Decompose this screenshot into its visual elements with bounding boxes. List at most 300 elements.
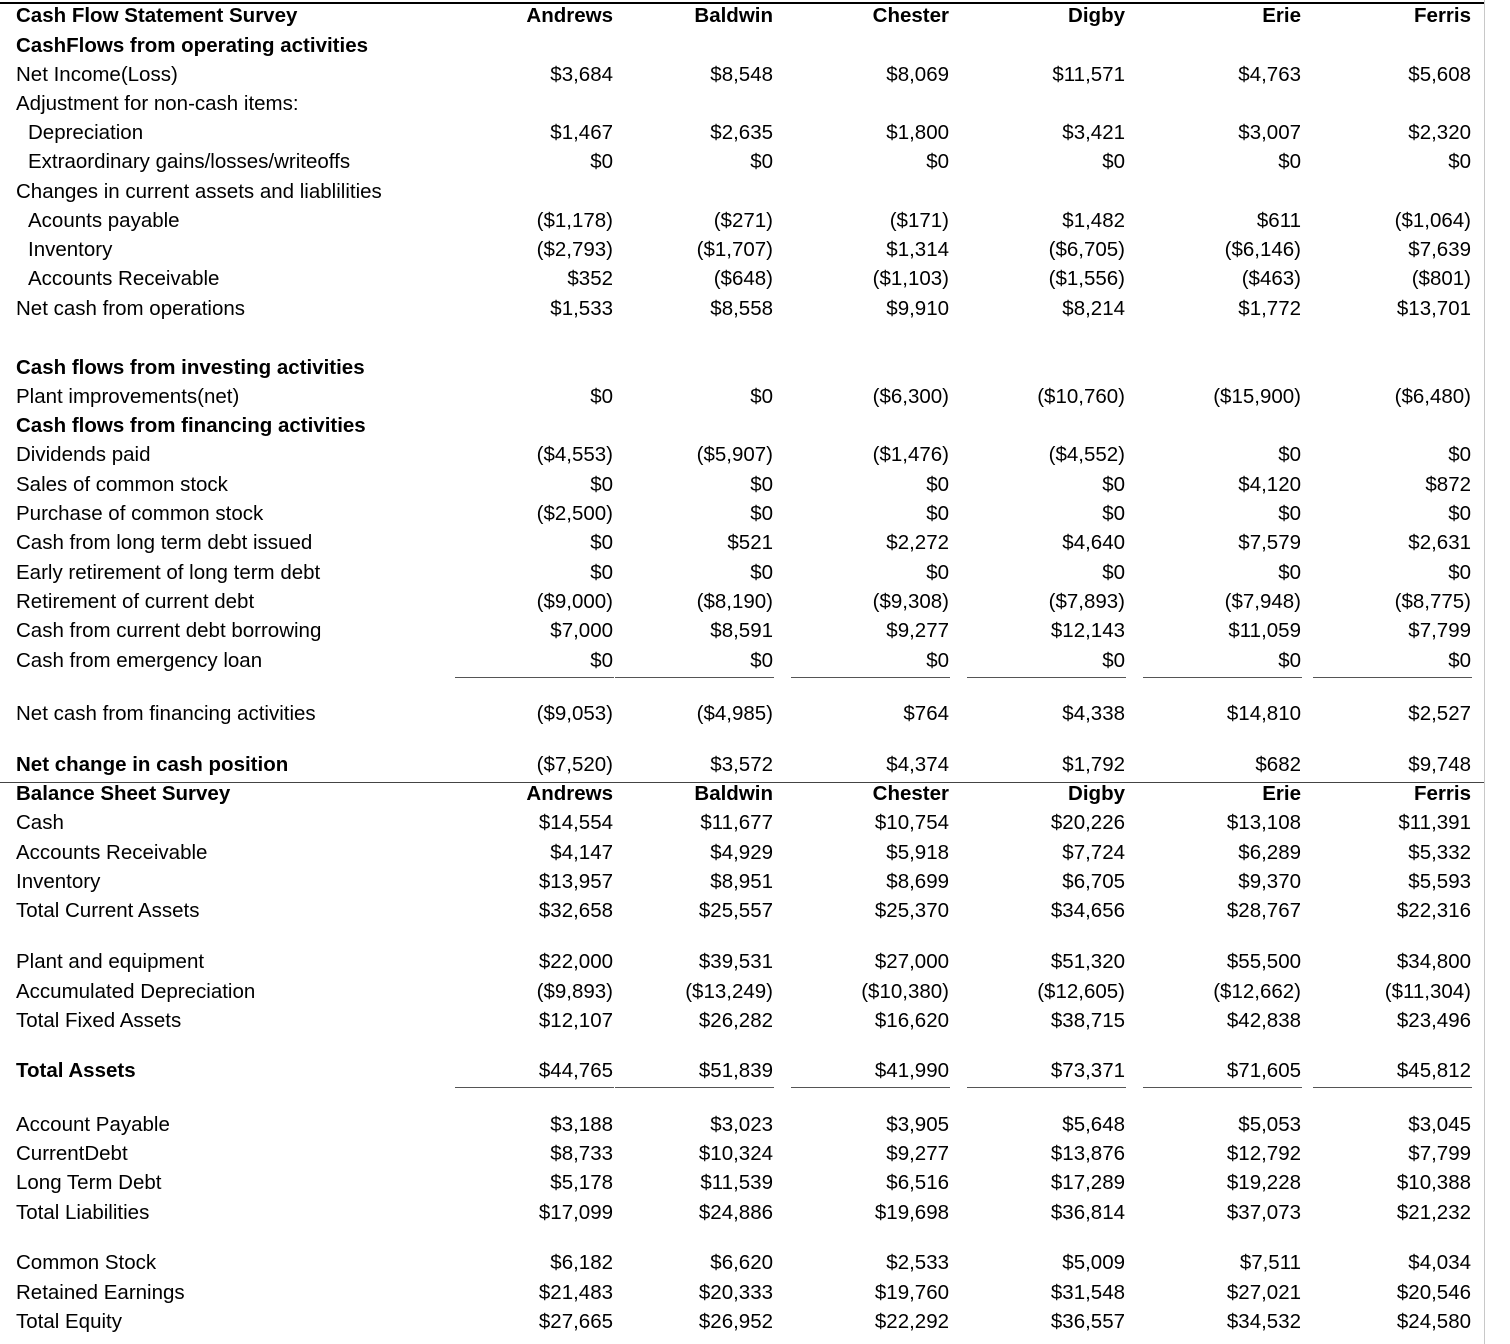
row-label: Plant improvements(net) <box>16 385 240 408</box>
inventory-change-row <box>0 235 1510 264</box>
value-cell-andrews: $8,733 <box>550 1142 613 1165</box>
row-label: Cash <box>16 811 64 834</box>
value-cell-ferris: $9,748 <box>1408 753 1471 776</box>
row-label: Net Income(Loss) <box>16 63 178 86</box>
value-cell-ferris: $4,034 <box>1408 1251 1471 1274</box>
row-label: Dividends paid <box>16 443 151 466</box>
value-cell-erie: $12,792 <box>1226 1142 1301 1165</box>
value-cell-ferris: $2,631 <box>1408 531 1471 554</box>
value-cell-erie: $55,500 <box>1226 950 1301 973</box>
value-cell-chester: $9,277 <box>886 619 949 642</box>
value-cell-ferris: $20,546 <box>1396 1281 1471 1304</box>
value-cell-digby: ($12,605) <box>1037 980 1125 1003</box>
row-label: Cash flows from financing activities <box>16 414 366 437</box>
value-cell-chester: $3,905 <box>886 1113 949 1136</box>
operating-header <box>0 31 1510 60</box>
value-cell-baldwin: ($1,707) <box>696 238 773 261</box>
value-cell-andrews: $3,684 <box>550 63 613 86</box>
value-cell-chester: $22,292 <box>874 1310 949 1333</box>
receivable-change-row <box>0 264 1510 293</box>
value-cell-erie: $611 <box>1256 209 1301 232</box>
accumulated-depreciation-row <box>0 977 1510 1006</box>
value-cell-baldwin: ($271) <box>713 209 773 232</box>
value-cell-ferris: $10,388 <box>1396 1171 1471 1194</box>
value-cell-digby: $38,715 <box>1050 1009 1125 1032</box>
column-header-ferris: Ferris <box>1414 4 1471 27</box>
current-debt-row <box>0 1139 1510 1168</box>
row-label: Total Assets <box>16 1059 136 1082</box>
value-cell-baldwin: $4,929 <box>710 841 773 864</box>
value-cell-baldwin: ($8,190) <box>696 590 773 613</box>
value-cell-erie: $4,120 <box>1238 473 1301 496</box>
value-cell-digby: ($6,705) <box>1048 238 1125 261</box>
lt-debt-issued-row <box>0 528 1510 557</box>
value-cell-chester: $0 <box>926 473 949 496</box>
plant-equipment-row <box>0 947 1510 976</box>
retained-earnings-row <box>0 1278 1510 1307</box>
value-cell-erie: $7,579 <box>1238 531 1301 554</box>
value-cell-erie: $14,810 <box>1226 702 1301 725</box>
value-cell-erie: $5,053 <box>1238 1113 1301 1136</box>
value-cell-baldwin: $20,333 <box>698 1281 773 1304</box>
value-cell-digby: ($4,552) <box>1048 443 1125 466</box>
row-label: Cash from long term debt issued <box>16 531 313 554</box>
net-income-row <box>0 60 1510 89</box>
value-cell-ferris: ($11,304) <box>1384 980 1471 1003</box>
value-cell-chester: ($1,476) <box>872 443 949 466</box>
value-cell-andrews: $5,178 <box>550 1171 613 1194</box>
row-label: CurrentDebt <box>16 1142 128 1165</box>
value-cell-andrews: ($2,500) <box>536 502 613 525</box>
value-cell-baldwin: $26,282 <box>698 1009 773 1032</box>
value-cell-erie: ($6,146) <box>1224 238 1301 261</box>
value-cell-digby: $17,289 <box>1050 1171 1125 1194</box>
dividends-row <box>0 440 1510 469</box>
value-cell-chester: $0 <box>926 150 949 173</box>
value-cell-digby: ($7,893) <box>1048 590 1125 613</box>
total-underline <box>791 677 950 678</box>
value-cell-andrews: $3,188 <box>550 1113 613 1136</box>
value-cell-digby: $1,792 <box>1062 753 1125 776</box>
total-underline <box>455 677 614 678</box>
value-cell-chester: $4,374 <box>886 753 949 776</box>
value-cell-andrews: $352 <box>567 267 613 290</box>
sales-stock-row <box>0 470 1510 499</box>
row-label: Inventory <box>16 870 101 893</box>
total-underline <box>1313 677 1472 678</box>
row-label: Plant and equipment <box>16 950 205 973</box>
value-cell-chester: $0 <box>926 649 949 672</box>
plant-improvements-row <box>0 382 1510 411</box>
value-cell-baldwin: $8,558 <box>710 297 773 320</box>
row-label: Total Fixed Assets <box>16 1009 182 1032</box>
retire-current-debt-row <box>0 587 1510 616</box>
value-cell-ferris: $3,045 <box>1408 1113 1471 1136</box>
value-cell-digby: $8,214 <box>1062 297 1125 320</box>
total-underline <box>967 677 1126 678</box>
purchase-stock-row <box>0 499 1510 528</box>
column-header-baldwin: Baldwin <box>694 4 773 27</box>
row-label: CashFlows from operating activities <box>16 34 368 57</box>
value-cell-erie: $34,532 <box>1226 1310 1301 1333</box>
value-cell-digby: $4,338 <box>1062 702 1125 725</box>
value-cell-erie: $42,838 <box>1226 1009 1301 1032</box>
value-cell-ferris: $5,593 <box>1408 870 1471 893</box>
extraordinary-row <box>0 147 1510 176</box>
value-cell-erie: $0 <box>1278 561 1301 584</box>
value-cell-chester: ($1,103) <box>872 267 949 290</box>
value-cell-baldwin: $25,557 <box>698 899 773 922</box>
row-label: Purchase of common stock <box>16 502 264 525</box>
row-label: Early retirement of long term debt <box>16 561 321 584</box>
value-cell-ferris: $2,527 <box>1408 702 1471 725</box>
value-cell-chester: $2,533 <box>886 1251 949 1274</box>
column-header-erie: Erie <box>1262 782 1301 805</box>
row-label: Depreciation <box>28 121 144 144</box>
value-cell-baldwin: $0 <box>750 385 773 408</box>
value-cell-chester: ($9,308) <box>872 590 949 613</box>
column-header-erie: Erie <box>1262 4 1301 27</box>
value-cell-baldwin: $2,635 <box>710 121 773 144</box>
balance-sheet-title <box>0 779 1510 808</box>
value-cell-chester: $5,918 <box>886 841 949 864</box>
value-cell-digby: $20,226 <box>1050 811 1125 834</box>
row-label: Long Term Debt <box>16 1171 162 1194</box>
value-cell-ferris: $5,608 <box>1408 63 1471 86</box>
value-cell-digby: $5,648 <box>1062 1113 1125 1136</box>
value-cell-ferris: ($8,775) <box>1394 590 1471 613</box>
value-cell-chester: ($171) <box>889 209 949 232</box>
row-label: Accumulated Depreciation <box>16 980 256 1003</box>
depreciation-row <box>0 118 1510 147</box>
value-cell-baldwin: $8,548 <box>710 63 773 86</box>
row-label: Retained Earnings <box>16 1281 185 1304</box>
value-cell-baldwin: $6,620 <box>710 1251 773 1274</box>
value-cell-digby: $0 <box>1102 150 1125 173</box>
value-cell-chester: $6,516 <box>886 1171 949 1194</box>
column-header-baldwin: Baldwin <box>694 782 773 805</box>
value-cell-baldwin: $521 <box>727 531 773 554</box>
value-cell-erie: $4,763 <box>1238 63 1301 86</box>
value-cell-digby: ($1,556) <box>1048 267 1125 290</box>
total-underline <box>1143 677 1302 678</box>
value-cell-baldwin: $8,591 <box>710 619 773 642</box>
row-label: Account Payable <box>16 1113 170 1136</box>
value-cell-erie: ($463) <box>1241 267 1301 290</box>
value-cell-digby: $34,656 <box>1050 899 1125 922</box>
value-cell-digby: $3,421 <box>1062 121 1125 144</box>
column-header-digby: Digby <box>1068 4 1125 27</box>
value-cell-andrews: $27,665 <box>538 1310 613 1333</box>
value-cell-andrews: ($9,893) <box>536 980 613 1003</box>
value-cell-chester: $27,000 <box>874 950 949 973</box>
value-cell-erie: $19,228 <box>1226 1171 1301 1194</box>
value-cell-digby: $7,724 <box>1062 841 1125 864</box>
row-label: Net cash from financing activities <box>16 702 316 725</box>
value-cell-digby: $0 <box>1102 473 1125 496</box>
value-cell-andrews: $21,483 <box>538 1281 613 1304</box>
value-cell-ferris: ($801) <box>1411 267 1471 290</box>
value-cell-andrews: $13,957 <box>538 870 613 893</box>
investing-header <box>0 353 1510 382</box>
value-cell-chester: $0 <box>926 502 949 525</box>
value-cell-andrews: $7,000 <box>550 619 613 642</box>
row-label: Net cash from operations <box>16 297 246 320</box>
value-cell-ferris: $872 <box>1425 473 1471 496</box>
value-cell-ferris: $0 <box>1448 649 1471 672</box>
value-cell-andrews: $0 <box>590 561 613 584</box>
account-payable-row <box>0 1110 1510 1139</box>
value-cell-erie: ($15,900) <box>1213 385 1301 408</box>
value-cell-chester: $2,272 <box>886 531 949 554</box>
total-fixed-assets-row <box>0 1006 1510 1035</box>
column-header-ferris: Ferris <box>1414 782 1471 805</box>
value-cell-andrews: $0 <box>590 531 613 554</box>
net-cash-operations-row <box>0 294 1510 323</box>
total-underline <box>1313 1087 1472 1088</box>
value-cell-digby: $1,482 <box>1062 209 1125 232</box>
value-cell-chester: $9,277 <box>886 1142 949 1165</box>
row-label: Cash from current debt borrowing <box>16 619 322 642</box>
value-cell-chester: $8,069 <box>886 63 949 86</box>
value-cell-ferris: $23,496 <box>1396 1009 1471 1032</box>
value-cell-chester: $19,760 <box>874 1281 949 1304</box>
row-label: Common Stock <box>16 1251 157 1274</box>
value-cell-chester: $1,314 <box>886 238 949 261</box>
value-cell-digby: $36,557 <box>1050 1310 1125 1333</box>
current-borrowing-row <box>0 616 1510 645</box>
value-cell-andrews: ($4,553) <box>536 443 613 466</box>
value-cell-baldwin: $3,023 <box>710 1113 773 1136</box>
value-cell-andrews: ($9,053) <box>536 702 613 725</box>
value-cell-erie: $1,772 <box>1238 297 1301 320</box>
value-cell-baldwin: ($648) <box>713 267 773 290</box>
value-cell-baldwin: ($4,985) <box>696 702 773 725</box>
value-cell-chester: $0 <box>926 561 949 584</box>
value-cell-digby: $31,548 <box>1050 1281 1125 1304</box>
column-header-chester: Chester <box>872 782 949 805</box>
value-cell-ferris: $0 <box>1448 502 1471 525</box>
value-cell-andrews: $4,147 <box>550 841 613 864</box>
value-cell-digby: ($10,760) <box>1037 385 1125 408</box>
value-cell-ferris: $2,320 <box>1408 121 1471 144</box>
row-label: Total Current Assets <box>16 899 200 922</box>
row-label: Cash flows from investing activities <box>16 356 365 379</box>
early-retirement-row <box>0 558 1510 587</box>
value-cell-erie: $27,021 <box>1226 1281 1301 1304</box>
value-cell-baldwin: $0 <box>750 649 773 672</box>
value-cell-erie: $0 <box>1278 649 1301 672</box>
value-cell-erie: $9,370 <box>1238 870 1301 893</box>
value-cell-digby: $0 <box>1102 561 1125 584</box>
value-cell-ferris: $24,580 <box>1396 1310 1471 1333</box>
value-cell-digby: $6,705 <box>1062 870 1125 893</box>
value-cell-baldwin: ($5,907) <box>696 443 773 466</box>
value-cell-chester: $41,990 <box>874 1059 949 1082</box>
value-cell-erie: $37,073 <box>1226 1201 1301 1224</box>
row-label: Total Liabilities <box>16 1201 150 1224</box>
net-financing-row <box>0 699 1510 728</box>
row-label: Accounts Receivable <box>28 267 220 290</box>
value-cell-chester: $1,800 <box>886 121 949 144</box>
financing-header <box>0 411 1510 440</box>
value-cell-erie: $0 <box>1278 150 1301 173</box>
total-underline <box>791 1087 950 1088</box>
value-cell-andrews: $44,765 <box>538 1059 613 1082</box>
value-cell-andrews: $0 <box>590 473 613 496</box>
value-cell-digby: $51,320 <box>1050 950 1125 973</box>
row-label: Retirement of current debt <box>16 590 255 613</box>
adjustment-label <box>0 89 1510 118</box>
value-cell-digby: $4,640 <box>1062 531 1125 554</box>
value-cell-ferris: $7,639 <box>1408 238 1471 261</box>
value-cell-andrews: ($2,793) <box>536 238 613 261</box>
total-equity-row <box>0 1307 1510 1336</box>
value-cell-digby: $11,571 <box>1052 63 1125 86</box>
column-header-andrews: Andrews <box>526 782 613 805</box>
value-cell-ferris: $0 <box>1448 561 1471 584</box>
value-cell-ferris: $45,812 <box>1396 1059 1471 1082</box>
value-cell-baldwin: $10,324 <box>698 1142 773 1165</box>
value-cell-andrews: $6,182 <box>550 1251 613 1274</box>
emergency-loan-row <box>0 646 1510 675</box>
row-label: Acounts payable <box>28 209 180 232</box>
row-label: Net change in cash position <box>16 753 289 776</box>
total-underline <box>1143 1087 1302 1088</box>
value-cell-andrews: $0 <box>590 649 613 672</box>
value-cell-digby: $13,876 <box>1050 1142 1125 1165</box>
long-term-debt-row <box>0 1168 1510 1197</box>
value-cell-digby: $0 <box>1102 502 1125 525</box>
value-cell-erie: $28,767 <box>1226 899 1301 922</box>
column-header-chester: Chester <box>872 4 949 27</box>
value-cell-erie: $3,007 <box>1238 121 1301 144</box>
value-cell-baldwin: $11,677 <box>700 811 773 834</box>
value-cell-erie: $6,289 <box>1238 841 1301 864</box>
net-change-row <box>0 750 1510 779</box>
column-header-digby: Digby <box>1068 782 1125 805</box>
value-cell-ferris: $22,316 <box>1396 899 1471 922</box>
value-cell-chester: $25,370 <box>874 899 949 922</box>
value-cell-digby: $73,371 <box>1050 1059 1125 1082</box>
value-cell-baldwin: $11,539 <box>700 1171 773 1194</box>
value-cell-digby: $36,814 <box>1050 1201 1125 1224</box>
total-underline <box>615 1087 774 1088</box>
row-label: Adjustment for non-cash items: <box>16 92 299 115</box>
value-cell-erie: $11,059 <box>1228 619 1301 642</box>
value-cell-ferris: $34,800 <box>1396 950 1471 973</box>
value-cell-digby: $0 <box>1102 649 1125 672</box>
value-cell-ferris: $0 <box>1448 443 1471 466</box>
row-label: Sales of common stock <box>16 473 228 496</box>
total-underline <box>967 1087 1126 1088</box>
value-cell-andrews: $22,000 <box>538 950 613 973</box>
value-cell-chester: $16,620 <box>874 1009 949 1032</box>
value-cell-erie: $682 <box>1255 753 1301 776</box>
bs-inventory-row <box>0 867 1510 896</box>
value-cell-erie: $0 <box>1278 443 1301 466</box>
value-cell-erie: $13,108 <box>1226 811 1301 834</box>
value-cell-baldwin: $3,572 <box>710 753 773 776</box>
row-label: Changes in current assets and liablilities <box>16 180 382 203</box>
value-cell-baldwin: $26,952 <box>698 1310 773 1333</box>
value-cell-digby: $12,143 <box>1050 619 1125 642</box>
cash-row <box>0 808 1510 837</box>
changes-label <box>0 177 1510 206</box>
value-cell-erie: $71,605 <box>1226 1059 1301 1082</box>
value-cell-andrews: $32,658 <box>538 899 613 922</box>
total-underline <box>455 1087 614 1088</box>
value-cell-digby: $5,009 <box>1062 1251 1125 1274</box>
total-assets-row <box>0 1056 1510 1085</box>
value-cell-erie: $0 <box>1278 502 1301 525</box>
value-cell-andrews: ($7,520) <box>536 753 613 776</box>
value-cell-ferris: ($1,064) <box>1394 209 1471 232</box>
value-cell-chester: $8,699 <box>886 870 949 893</box>
value-cell-erie: ($12,662) <box>1213 980 1301 1003</box>
value-cell-ferris: $7,799 <box>1408 619 1471 642</box>
value-cell-erie: $7,511 <box>1239 1251 1301 1274</box>
value-cell-baldwin: $0 <box>750 150 773 173</box>
value-cell-chester: $19,698 <box>874 1201 949 1224</box>
accounts-payable-row <box>0 206 1510 235</box>
value-cell-baldwin: ($13,249) <box>685 980 773 1003</box>
row-label: Accounts Receivable <box>16 841 208 864</box>
value-cell-andrews: $12,107 <box>538 1009 613 1032</box>
value-cell-andrews: $1,467 <box>550 121 613 144</box>
cash-flow-title <box>0 1 1510 30</box>
value-cell-ferris: $21,232 <box>1396 1201 1471 1224</box>
value-cell-ferris: $5,332 <box>1408 841 1471 864</box>
value-cell-andrews: $0 <box>590 385 613 408</box>
total-liabilities-row <box>0 1198 1510 1227</box>
row-label: Cash from emergency loan <box>16 649 263 672</box>
value-cell-baldwin: $0 <box>750 561 773 584</box>
value-cell-andrews: $14,554 <box>538 811 613 834</box>
value-cell-chester: $9,910 <box>886 297 949 320</box>
value-cell-baldwin: $0 <box>750 473 773 496</box>
value-cell-ferris: ($6,480) <box>1394 385 1471 408</box>
column-header-andrews: Andrews <box>526 4 613 27</box>
row-label: Total Equity <box>16 1310 122 1333</box>
row-label: Cash Flow Statement Survey <box>16 4 298 27</box>
value-cell-baldwin: $39,531 <box>698 950 773 973</box>
value-cell-andrews: $0 <box>590 150 613 173</box>
value-cell-ferris: $7,799 <box>1408 1142 1471 1165</box>
row-label: Extraordinary gains/losses/writeoffs <box>28 150 351 173</box>
value-cell-ferris: $13,701 <box>1396 297 1471 320</box>
row-label: Balance Sheet Survey <box>16 782 231 805</box>
total-current-assets-row <box>0 896 1510 925</box>
common-stock-row <box>0 1248 1510 1277</box>
value-cell-chester: ($10,380) <box>861 980 949 1003</box>
value-cell-ferris: $0 <box>1448 150 1471 173</box>
value-cell-chester: $764 <box>903 702 949 725</box>
value-cell-ferris: $11,391 <box>1398 811 1471 834</box>
value-cell-erie: ($7,948) <box>1224 590 1301 613</box>
value-cell-andrews: ($1,178) <box>536 209 613 232</box>
value-cell-chester: ($6,300) <box>872 385 949 408</box>
bs-accounts-receivable-row <box>0 838 1510 867</box>
value-cell-baldwin: $8,951 <box>710 870 773 893</box>
row-label: Inventory <box>28 238 113 261</box>
value-cell-baldwin: $51,839 <box>698 1059 773 1082</box>
total-underline <box>615 677 774 678</box>
value-cell-andrews: $17,099 <box>538 1201 613 1224</box>
value-cell-baldwin: $24,886 <box>698 1201 773 1224</box>
value-cell-chester: $10,754 <box>874 811 949 834</box>
value-cell-andrews: $1,533 <box>550 297 613 320</box>
